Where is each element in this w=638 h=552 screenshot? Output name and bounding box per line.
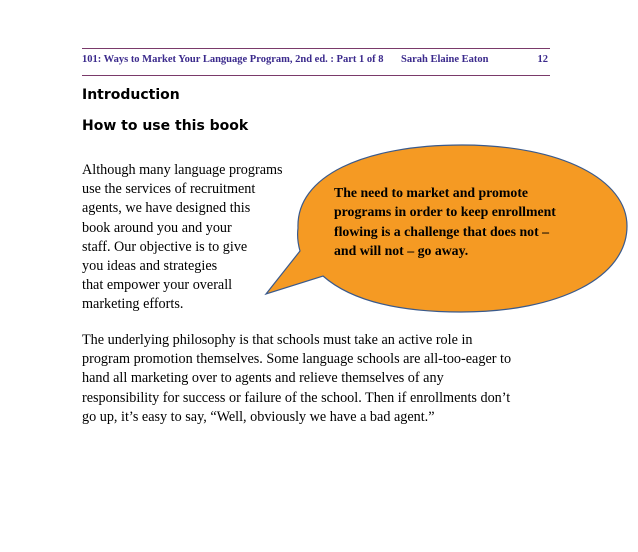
paragraph-2-line: The underlying philosophy is that schools must take an active role in: [82, 332, 473, 348]
callout-quote: [334, 183, 556, 260]
callout-line: and will not – go away.: [334, 242, 469, 258]
section-heading: Introduction: [82, 87, 180, 103]
paragraph-1-line: you ideas and strategies: [82, 258, 218, 275]
paragraph-2-line: go up, it’s easy to say, “Well, obviously we have a bad agent.”: [82, 408, 435, 425]
paragraph-1-line: marketing efforts.: [82, 296, 184, 313]
paragraph-2: [82, 331, 511, 427]
paragraph-1-line: Although many language programs: [82, 162, 283, 178]
header-author: Sarah Elaine Eaton: [401, 54, 489, 65]
paragraph-1-line: book around you and your: [82, 219, 232, 236]
callout-line: programs in order to keep enrollment: [334, 204, 556, 220]
paragraph-2-line: program promotion themselves. Some language schools are all-too-eager to: [82, 351, 512, 368]
paragraph-2-line: responsibility for success or failure of the school. Then if enrollments don’t: [82, 389, 511, 406]
header-title: 101: Ways to Market Your Language Program, 2nd ed. : Part 1 of 8: [82, 54, 384, 65]
paragraph-1-line: that empower your overall: [82, 277, 233, 294]
paragraph-1-line: use the services of recruitment: [82, 181, 256, 198]
paragraph-2-line: hand all marketing over to agents and relieve themselves of any: [82, 370, 444, 387]
header-page-number: 12: [537, 54, 548, 65]
paragraph-1-line: staff. Our objective is to give: [82, 238, 248, 255]
callout-line: The need to market and promote: [334, 185, 529, 200]
paragraph-1-line: agents, we have designed this: [82, 200, 251, 217]
callout-line: flowing is a challenge that does not –: [334, 223, 550, 239]
subsection-heading: How to use this book: [82, 118, 249, 134]
